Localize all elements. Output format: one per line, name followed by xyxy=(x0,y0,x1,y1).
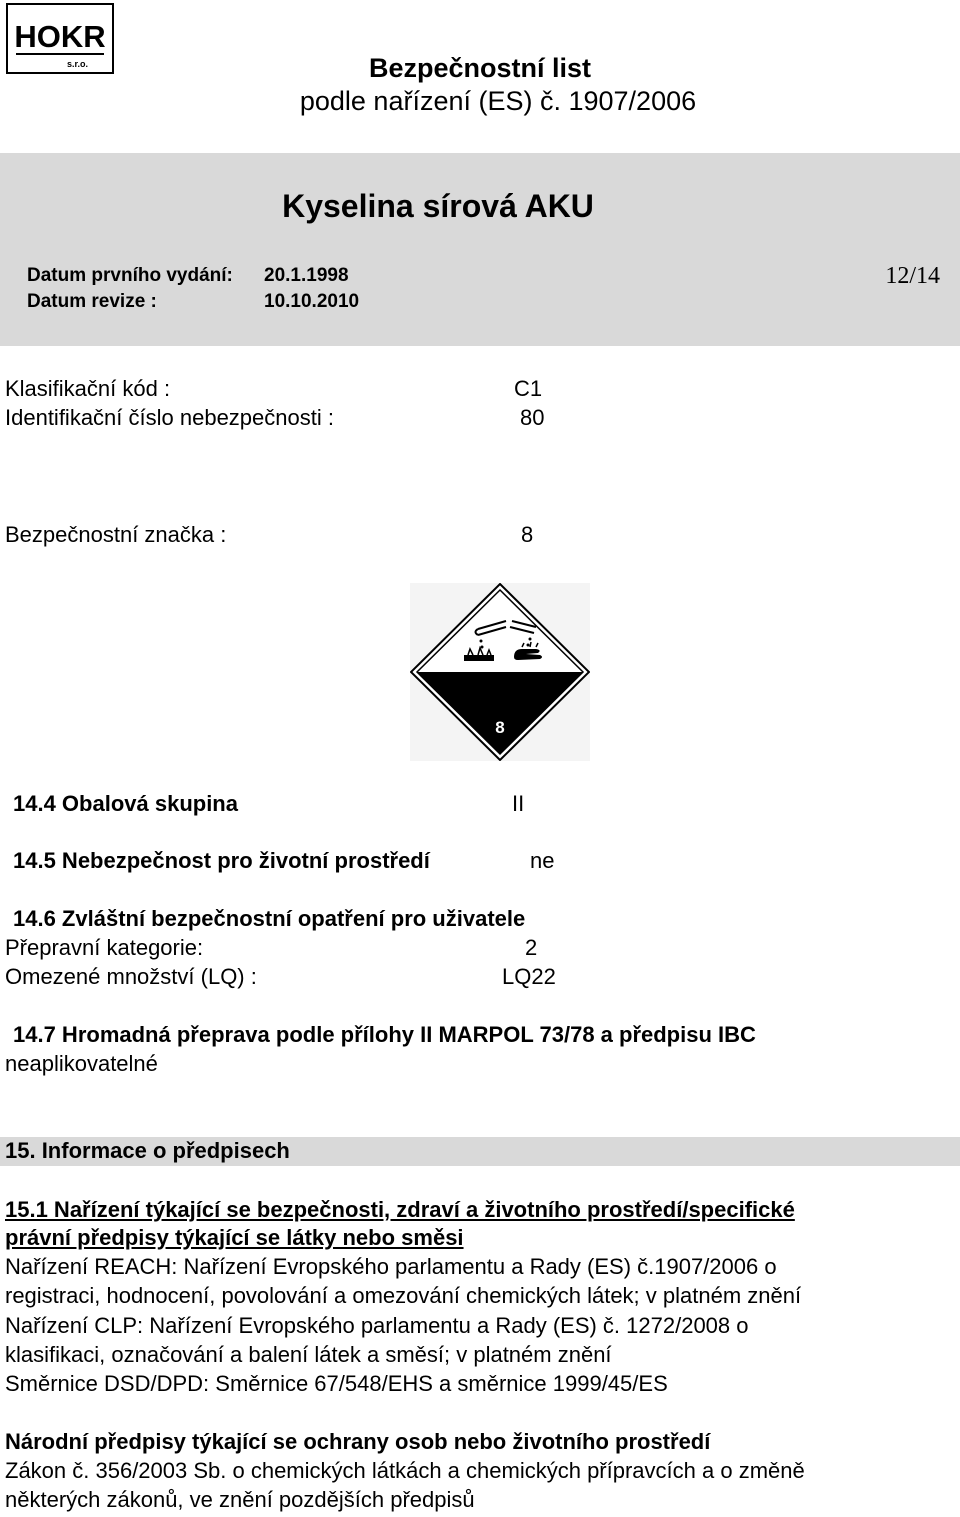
logo-subtext: s.r.o. xyxy=(66,59,88,69)
product-name: Kyselina sírová AKU xyxy=(282,188,594,224)
regulations-heading-line-2: právní předpisy týkající se látky nebo směsi xyxy=(5,1225,464,1250)
environmental-hazard-label: 14.5 Nebezpečnost pro životní prostředí xyxy=(13,848,430,873)
transport-category-value: 2 xyxy=(525,935,538,960)
hazard-id-value: 80 xyxy=(520,405,545,430)
header-band xyxy=(0,153,960,346)
corroded-surface-icon xyxy=(464,655,494,661)
logo-text: HOKR xyxy=(14,19,106,54)
section-15-heading: 15. Informace o předpisech xyxy=(5,1138,290,1163)
page-number: 12/14 xyxy=(885,263,940,289)
document-subtitle: podle nařízení (ES) č. 1907/2006 xyxy=(299,86,697,116)
hazard-class-number: 8 xyxy=(495,718,505,737)
classification-code-label: Klasifikační kód : xyxy=(5,376,171,401)
limited-quantity-label: Omezené množství (LQ) : xyxy=(5,964,257,989)
hazard-id-label: Identifikační číslo nebezpečnosti : xyxy=(5,405,334,430)
corrosive-hazard-sign xyxy=(410,583,590,761)
revision-value: 10.10.2010 xyxy=(264,291,360,312)
document-title: Bezpečnostní list xyxy=(368,53,592,83)
first-issue-label: Datum prvního vydání: xyxy=(27,265,233,286)
environmental-hazard-value: ne xyxy=(530,848,555,873)
special-precautions-heading: 14.6 Zvláštní bezpečnostní opatření pro uživatele xyxy=(13,906,526,931)
safety-sign-value: 8 xyxy=(521,522,534,547)
regulation-line: klasifikaci, označování a balení látek a směsí; v platném znění xyxy=(5,1342,612,1367)
national-regulation-line: Zákon č. 356/2003 Sb. o chemických látkách a chemických přípravcích a o změně xyxy=(5,1458,805,1483)
transport-category-label: Přepravní kategorie: xyxy=(5,935,204,960)
national-regulations-heading: Národní předpisy týkající se ochrany osob nebo životního prostředí xyxy=(5,1429,711,1454)
regulation-line: registraci, hodnocení, povolování a omezování chemických látek; v platném znění xyxy=(5,1283,802,1308)
regulation-line: Nařízení CLP: Nařízení Evropského parlamentu a Rady (ES) č. 1272/2008 o xyxy=(5,1313,749,1338)
packing-group-label: 14.4 Obalová skupina xyxy=(13,791,238,816)
packing-group-value: II xyxy=(512,791,525,816)
regulations-heading-line-1: 15.1 Nařízení týkající se bezpečnosti, zdraví a životního prostředí/specifické xyxy=(5,1197,795,1222)
regulation-line: Směrnice DSD/DPD: Směrnice 67/548/EHS a směrnice 1999/45/ES xyxy=(5,1371,668,1396)
bulk-transport-heading: 14.7 Hromadná přeprava podle přílohy II MARPOL 73/78 a předpisu IBC xyxy=(13,1022,756,1047)
limited-quantity-value: LQ22 xyxy=(502,964,556,989)
bulk-transport-text: neaplikovatelné xyxy=(5,1051,158,1076)
safety-sign-label: Bezpečnostní značka : xyxy=(5,522,227,547)
first-issue-value: 20.1.1998 xyxy=(264,265,349,286)
regulation-line: Nařízení REACH: Nařízení Evropského parlamentu a Rady (ES) č.1907/2006 o xyxy=(5,1254,777,1279)
classification-code-value: C1 xyxy=(514,376,543,401)
national-regulation-line: některých zákonů, ve znění pozdějších předpisů xyxy=(5,1487,475,1512)
revision-label: Datum revize : xyxy=(27,291,157,312)
